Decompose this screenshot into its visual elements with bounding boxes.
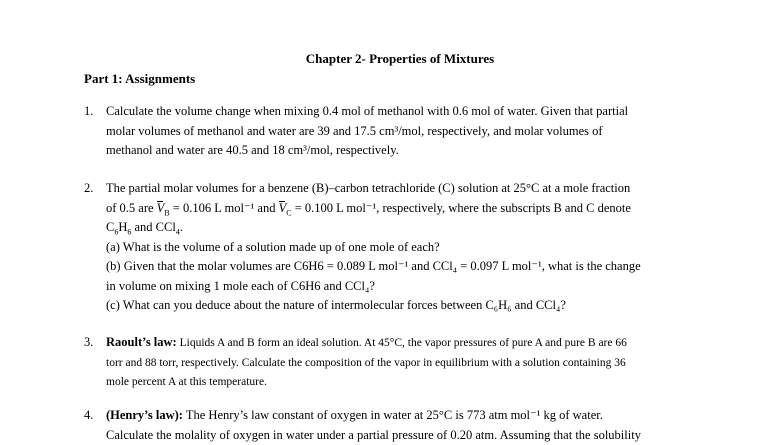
question-part-c: (c) What can you deduce about the nature of intermolecular forces between C₆H₆ and CCl₄? (106, 296, 716, 316)
question-2 (84, 179, 716, 316)
question-text-line: methanol and water are 40.5 and 18 cm³/mol, respectively. (106, 141, 716, 161)
question-3 (84, 333, 716, 393)
subscript: 6 (114, 228, 118, 237)
question-part-a: (a) What is the volume of a solution made up of one mole of each? (106, 238, 716, 258)
text-fragment: The Henry’s law constant of oxygen in water at 25°C is 773 atm mol⁻¹ kg of water. (183, 408, 603, 422)
question-text-line (106, 406, 716, 426)
question-text-line: Calculate the molality of oxygen in water under a partial pressure of 0.20 atm. Assuming that the solubility (106, 426, 716, 445)
law-label: Raoult’s law: (106, 335, 177, 349)
question-text-line: Calculate the volume change when mixing 0.4 mol of methanol with 0.6 mol of water. Given that partial (106, 102, 716, 122)
text-fragment: = 0.106 L mol⁻¹ and (170, 201, 279, 215)
symbol-v: V (157, 201, 165, 215)
question-text-line (106, 199, 716, 219)
law-label: (Henry’s law): (106, 408, 183, 422)
page-title: Chapter 2- Properties of Mixtures (0, 51, 784, 67)
partial-molar-volume-b (157, 199, 165, 219)
question-4 (84, 406, 716, 445)
partial-molar-volume-c (279, 199, 287, 219)
question-text-line: The partial molar volumes for a benzene (B)–carbon tetrachloride (C) solution at 25°C at a mole fraction (106, 179, 716, 199)
question-part-b-cont: in volume on mixing 1 mole each of C6H6 and CCl₄? (106, 277, 716, 297)
question-1 (84, 102, 716, 161)
subscript-c: C (286, 208, 291, 217)
subscript-b: B (164, 208, 169, 217)
question-text-line: molar volumes of methanol and water are 39 and 17.5 cm³/mol, respectively, and molar volumes of (106, 122, 716, 142)
text-fragment: and CCl (131, 220, 175, 234)
question-text-line (106, 218, 716, 238)
text-fragment: of 0.5 are (106, 201, 157, 215)
text-fragment: . (180, 220, 183, 234)
question-text-line: torr and 88 torr, respectively. Calculate the composition of the vapor in equilibrium with a solution containing 36 (106, 354, 716, 374)
question-part-b: (b) Given that the molar volumes are C6H6 = 0.089 L mol⁻¹ and CCl₄ = 0.097 L mol⁻¹, what is the change (106, 257, 716, 277)
text-fragment: H (118, 220, 127, 234)
text-fragment: C (106, 220, 114, 234)
question-text-line (106, 333, 716, 354)
text-fragment: Liquids A and B form an ideal solution. At 45°C, the vapor pressures of pure A and pure B are 66 (177, 337, 627, 349)
question-number: 4. (84, 406, 93, 426)
question-number: 2. (84, 179, 93, 199)
symbol-v: V (279, 201, 287, 215)
subscript: 6 (127, 228, 131, 237)
question-text-line: mole percent A at this temperature. (106, 373, 716, 393)
text-fragment: = 0.100 L mol⁻¹, respectively, where the subscripts B and C denote (292, 201, 631, 215)
section-heading: Part 1: Assignments (84, 71, 195, 87)
question-number: 1. (84, 102, 93, 122)
question-number: 3. (84, 333, 93, 353)
subscript: 4 (176, 228, 180, 237)
